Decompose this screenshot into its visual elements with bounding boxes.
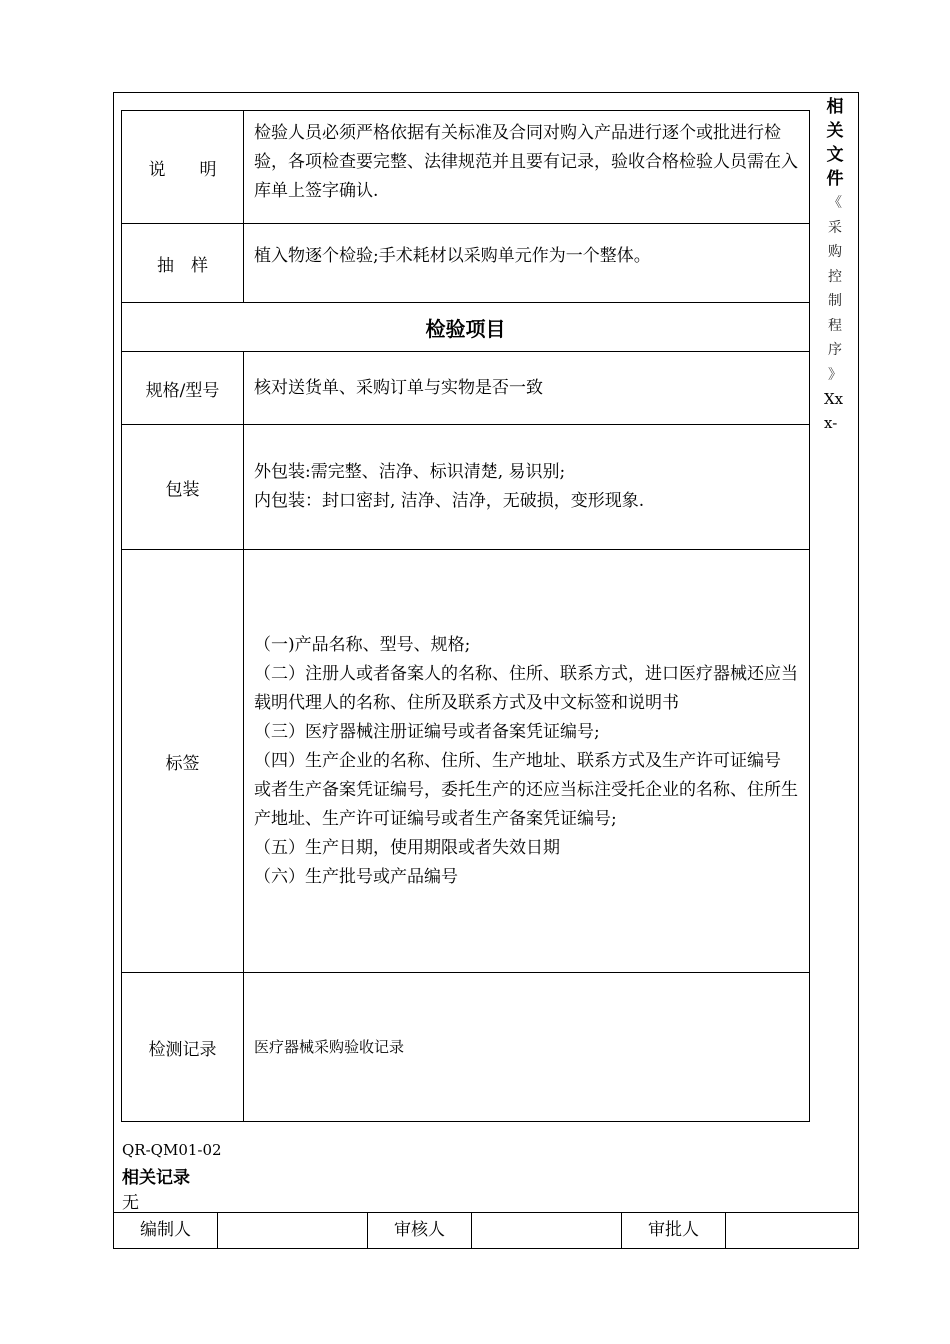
sampling-label: 抽 样 [122, 224, 244, 303]
label-item-5: （五）生产日期，使用期限或者失效日期 [254, 837, 560, 858]
label-item-2: （二）注册人或者备案人的名称、住所、联系方式，进口医疗器械还应当载明代理人的名称、住所及联系方式及中文标签和说明书 [254, 663, 798, 713]
section-title: 检验项目 [122, 303, 810, 352]
related-records-heading: 相关记录 [122, 1168, 190, 1188]
label-item-3: （三）医疗器械注册证编号或者备案凭证编号; [254, 721, 600, 742]
description-text: 检验人员必须严格依据有关标准及合同对购入产品进行逐个或批进行检验，各项检查要完整、法律规范并且要有记录，验收合格检验人员需在入库单上签字确认. [244, 111, 810, 224]
related-documents-heading: 相 关 文 件 [826, 97, 844, 189]
form-code: QR-QM01-02 [122, 1141, 222, 1159]
procedure-code: Xx x- [824, 390, 844, 432]
package-line-inner: 内包装：封口密封, 洁净、洁净，无破损，变形现象. [254, 491, 645, 511]
inspection-table [121, 110, 810, 1122]
record-text: 医疗器械采购验收记录 [244, 973, 810, 1122]
procurement-control-procedure-link: 《 采 购 控 制 程 序 》 [828, 195, 842, 383]
related-records-value: 无 [122, 1193, 139, 1213]
label-label: 标签 [122, 550, 244, 973]
label-requirements [244, 550, 810, 973]
label-item-4: （四）生产企业的名称、住所、生产地址、联系方式及生产许可证编号 或者生产备案凭证编号，委托生产的还应当标注受托企业的名称、住所生产地址、生产许可证编号或者生产备案凭证编号; [254, 750, 798, 829]
description-row [122, 111, 810, 224]
package-text [244, 425, 810, 550]
related-documents-sidebar [822, 95, 848, 435]
label-row [122, 550, 810, 973]
sampling-row [122, 224, 810, 303]
label-item-6: （六）生产批号或产品编号 [254, 866, 458, 887]
description-label: 说 明 [122, 111, 244, 224]
label-item-1: （一)产品名称、型号、规格; [254, 634, 471, 655]
approved-by-label: 审批人 [622, 1213, 726, 1249]
reviewed-by-field [472, 1213, 622, 1249]
package-label: 包装 [122, 425, 244, 550]
record-label: 检测记录 [122, 973, 244, 1122]
sampling-text: 植入物逐个检验;手术耗材以采购单元作为一个整体。 [244, 224, 810, 303]
section-title-row [122, 303, 810, 352]
prepared-by-field [218, 1213, 368, 1249]
approved-by-field [726, 1213, 859, 1249]
signature-table [113, 1212, 859, 1249]
spec-label: 规格/型号 [122, 352, 244, 425]
prepared-by-label: 编制人 [114, 1213, 218, 1249]
spec-row [122, 352, 810, 425]
package-line-outer: 外包装:需完整、洁净、标识清楚, 易识别; [254, 462, 566, 482]
spec-text: 核对送货单、采购订单与实物是否一致 [244, 352, 810, 425]
package-row [122, 425, 810, 550]
reviewed-by-label: 审核人 [368, 1213, 472, 1249]
record-row [122, 973, 810, 1122]
